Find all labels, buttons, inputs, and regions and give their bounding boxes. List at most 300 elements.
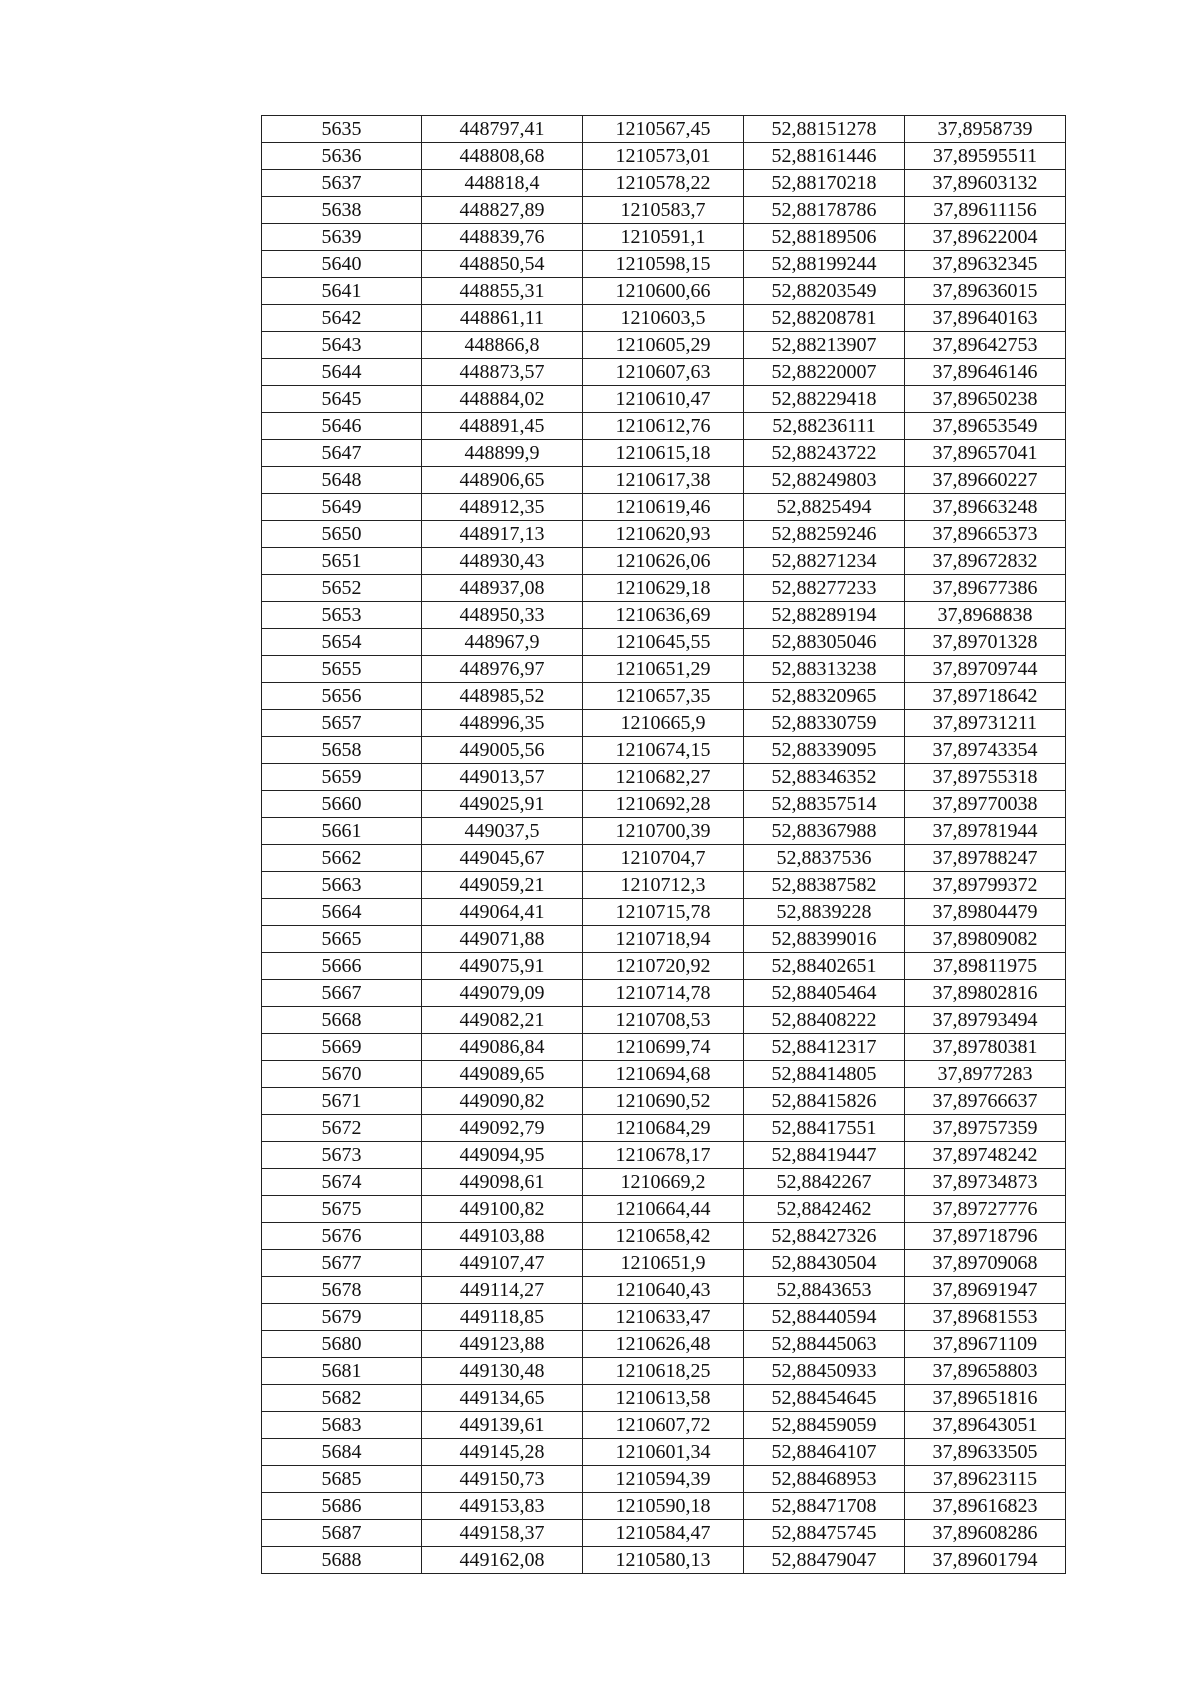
table-row — [262, 1142, 1066, 1169]
latitude-cell: 52,88468953 — [744, 1466, 905, 1493]
point-number-cell: 5686 — [262, 1493, 422, 1520]
longitude-cell: 37,89622004 — [905, 224, 1066, 251]
y-coordinate-cell: 1210618,25 — [583, 1358, 744, 1385]
table-row — [262, 575, 1066, 602]
y-coordinate-cell: 1210715,78 — [583, 899, 744, 926]
y-coordinate-cell: 1210600,66 — [583, 278, 744, 305]
latitude-cell: 52,88445063 — [744, 1331, 905, 1358]
longitude-cell: 37,89660227 — [905, 467, 1066, 494]
longitude-cell: 37,8958739 — [905, 116, 1066, 143]
table-row — [262, 818, 1066, 845]
point-number-cell: 5664 — [262, 899, 422, 926]
longitude-cell: 37,89603132 — [905, 170, 1066, 197]
table-row — [262, 413, 1066, 440]
longitude-cell: 37,89788247 — [905, 845, 1066, 872]
point-number-cell: 5659 — [262, 764, 422, 791]
table-row — [262, 332, 1066, 359]
x-coordinate-cell: 449071,88 — [422, 926, 583, 953]
x-coordinate-cell: 448906,65 — [422, 467, 583, 494]
latitude-cell: 52,88440594 — [744, 1304, 905, 1331]
latitude-cell: 52,88459059 — [744, 1412, 905, 1439]
longitude-cell: 37,8977283 — [905, 1061, 1066, 1088]
y-coordinate-cell: 1210682,27 — [583, 764, 744, 791]
y-coordinate-cell: 1210619,46 — [583, 494, 744, 521]
point-number-cell: 5658 — [262, 737, 422, 764]
latitude-cell: 52,88479047 — [744, 1547, 905, 1574]
table-row — [262, 1493, 1066, 1520]
point-number-cell: 5682 — [262, 1385, 422, 1412]
x-coordinate-cell: 449005,56 — [422, 737, 583, 764]
table-row — [262, 1358, 1066, 1385]
y-coordinate-cell: 1210636,69 — [583, 602, 744, 629]
x-coordinate-cell: 449153,83 — [422, 1493, 583, 1520]
latitude-cell: 52,88408222 — [744, 1007, 905, 1034]
x-coordinate-cell: 449158,37 — [422, 1520, 583, 1547]
longitude-cell: 37,89616823 — [905, 1493, 1066, 1520]
longitude-cell: 37,89681553 — [905, 1304, 1066, 1331]
x-coordinate-cell: 448899,9 — [422, 440, 583, 467]
longitude-cell: 37,89643051 — [905, 1412, 1066, 1439]
y-coordinate-cell: 1210607,63 — [583, 359, 744, 386]
y-coordinate-cell: 1210594,39 — [583, 1466, 744, 1493]
x-coordinate-cell: 448996,35 — [422, 710, 583, 737]
latitude-cell: 52,88213907 — [744, 332, 905, 359]
y-coordinate-cell: 1210708,53 — [583, 1007, 744, 1034]
point-number-cell: 5677 — [262, 1250, 422, 1277]
latitude-cell: 52,8837536 — [744, 845, 905, 872]
latitude-cell: 52,88387582 — [744, 872, 905, 899]
longitude-cell: 37,89811975 — [905, 953, 1066, 980]
point-number-cell: 5676 — [262, 1223, 422, 1250]
x-coordinate-cell: 449089,65 — [422, 1061, 583, 1088]
y-coordinate-cell: 1210607,72 — [583, 1412, 744, 1439]
x-coordinate-cell: 448873,57 — [422, 359, 583, 386]
point-number-cell: 5662 — [262, 845, 422, 872]
x-coordinate-cell: 448850,54 — [422, 251, 583, 278]
longitude-cell: 37,89766637 — [905, 1088, 1066, 1115]
longitude-cell: 37,89757359 — [905, 1115, 1066, 1142]
x-coordinate-cell: 448985,52 — [422, 683, 583, 710]
longitude-cell: 37,89748242 — [905, 1142, 1066, 1169]
latitude-cell: 52,8842267 — [744, 1169, 905, 1196]
x-coordinate-cell: 448797,41 — [422, 116, 583, 143]
point-number-cell: 5675 — [262, 1196, 422, 1223]
table-row — [262, 980, 1066, 1007]
latitude-cell: 52,88357514 — [744, 791, 905, 818]
latitude-cell: 52,88199244 — [744, 251, 905, 278]
longitude-cell: 37,8968838 — [905, 602, 1066, 629]
latitude-cell: 52,88289194 — [744, 602, 905, 629]
table-row — [262, 953, 1066, 980]
latitude-cell: 52,88208781 — [744, 305, 905, 332]
y-coordinate-cell: 1210694,68 — [583, 1061, 744, 1088]
table-row — [262, 1115, 1066, 1142]
longitude-cell: 37,89727776 — [905, 1196, 1066, 1223]
latitude-cell: 52,88243722 — [744, 440, 905, 467]
latitude-cell: 52,88419447 — [744, 1142, 905, 1169]
y-coordinate-cell: 1210612,76 — [583, 413, 744, 440]
longitude-cell: 37,89770038 — [905, 791, 1066, 818]
table-row — [262, 278, 1066, 305]
longitude-cell: 37,89743354 — [905, 737, 1066, 764]
longitude-cell: 37,89640163 — [905, 305, 1066, 332]
table-row — [262, 629, 1066, 656]
latitude-cell: 52,88305046 — [744, 629, 905, 656]
x-coordinate-cell: 449107,47 — [422, 1250, 583, 1277]
point-number-cell: 5665 — [262, 926, 422, 953]
table-row — [262, 1304, 1066, 1331]
latitude-cell: 52,88430504 — [744, 1250, 905, 1277]
y-coordinate-cell: 1210626,48 — [583, 1331, 744, 1358]
latitude-cell: 52,8842462 — [744, 1196, 905, 1223]
point-number-cell: 5636 — [262, 143, 422, 170]
longitude-cell: 37,89802816 — [905, 980, 1066, 1007]
y-coordinate-cell: 1210584,47 — [583, 1520, 744, 1547]
point-number-cell: 5663 — [262, 872, 422, 899]
point-number-cell: 5673 — [262, 1142, 422, 1169]
longitude-cell: 37,89781944 — [905, 818, 1066, 845]
longitude-cell: 37,89633505 — [905, 1439, 1066, 1466]
longitude-cell: 37,89665373 — [905, 521, 1066, 548]
latitude-cell: 52,88427326 — [744, 1223, 905, 1250]
y-coordinate-cell: 1210578,22 — [583, 170, 744, 197]
y-coordinate-cell: 1210591,1 — [583, 224, 744, 251]
x-coordinate-cell: 449130,48 — [422, 1358, 583, 1385]
x-coordinate-cell: 449100,82 — [422, 1196, 583, 1223]
x-coordinate-cell: 448976,97 — [422, 656, 583, 683]
longitude-cell: 37,89671109 — [905, 1331, 1066, 1358]
point-number-cell: 5650 — [262, 521, 422, 548]
longitude-cell: 37,89608286 — [905, 1520, 1066, 1547]
table-row — [262, 305, 1066, 332]
latitude-cell: 52,8843653 — [744, 1277, 905, 1304]
table-row — [262, 1385, 1066, 1412]
latitude-cell: 52,88259246 — [744, 521, 905, 548]
table-row — [262, 224, 1066, 251]
latitude-cell: 52,88454645 — [744, 1385, 905, 1412]
y-coordinate-cell: 1210718,94 — [583, 926, 744, 953]
table-row — [262, 791, 1066, 818]
y-coordinate-cell: 1210651,9 — [583, 1250, 744, 1277]
latitude-cell: 52,88249803 — [744, 467, 905, 494]
table-row — [262, 602, 1066, 629]
latitude-cell: 52,88399016 — [744, 926, 905, 953]
latitude-cell: 52,88236111 — [744, 413, 905, 440]
y-coordinate-cell: 1210598,15 — [583, 251, 744, 278]
table-row — [262, 1007, 1066, 1034]
point-number-cell: 5670 — [262, 1061, 422, 1088]
table-row — [262, 683, 1066, 710]
y-coordinate-cell: 1210678,17 — [583, 1142, 744, 1169]
latitude-cell: 52,88402651 — [744, 953, 905, 980]
x-coordinate-cell: 449037,5 — [422, 818, 583, 845]
table-row — [262, 656, 1066, 683]
table-row — [262, 1277, 1066, 1304]
x-coordinate-cell: 448891,45 — [422, 413, 583, 440]
point-number-cell: 5680 — [262, 1331, 422, 1358]
y-coordinate-cell: 1210645,55 — [583, 629, 744, 656]
y-coordinate-cell: 1210590,18 — [583, 1493, 744, 1520]
y-coordinate-cell: 1210692,28 — [583, 791, 744, 818]
point-number-cell: 5645 — [262, 386, 422, 413]
x-coordinate-cell: 449013,57 — [422, 764, 583, 791]
table-row — [262, 1196, 1066, 1223]
x-coordinate-cell: 449064,41 — [422, 899, 583, 926]
longitude-cell: 37,89653549 — [905, 413, 1066, 440]
longitude-cell: 37,89672832 — [905, 548, 1066, 575]
y-coordinate-cell: 1210714,78 — [583, 980, 744, 1007]
point-number-cell: 5684 — [262, 1439, 422, 1466]
x-coordinate-cell: 449025,91 — [422, 791, 583, 818]
longitude-cell: 37,89709744 — [905, 656, 1066, 683]
longitude-cell: 37,89650238 — [905, 386, 1066, 413]
table-row — [262, 1547, 1066, 1574]
y-coordinate-cell: 1210704,7 — [583, 845, 744, 872]
latitude-cell: 52,88339095 — [744, 737, 905, 764]
x-coordinate-cell: 449150,73 — [422, 1466, 583, 1493]
longitude-cell: 37,89642753 — [905, 332, 1066, 359]
point-number-cell: 5654 — [262, 629, 422, 656]
latitude-cell: 52,88414805 — [744, 1061, 905, 1088]
longitude-cell: 37,89636015 — [905, 278, 1066, 305]
table-row — [262, 710, 1066, 737]
table-row — [262, 1088, 1066, 1115]
point-number-cell: 5635 — [262, 116, 422, 143]
x-coordinate-cell: 449086,84 — [422, 1034, 583, 1061]
latitude-cell: 52,88346352 — [744, 764, 905, 791]
longitude-cell: 37,89804479 — [905, 899, 1066, 926]
point-number-cell: 5681 — [262, 1358, 422, 1385]
y-coordinate-cell: 1210610,47 — [583, 386, 744, 413]
table-row — [262, 197, 1066, 224]
y-coordinate-cell: 1210615,18 — [583, 440, 744, 467]
y-coordinate-cell: 1210690,52 — [583, 1088, 744, 1115]
y-coordinate-cell: 1210613,58 — [583, 1385, 744, 1412]
y-coordinate-cell: 1210580,13 — [583, 1547, 744, 1574]
longitude-cell: 37,89734873 — [905, 1169, 1066, 1196]
x-coordinate-cell: 449092,79 — [422, 1115, 583, 1142]
x-coordinate-cell: 449145,28 — [422, 1439, 583, 1466]
point-number-cell: 5647 — [262, 440, 422, 467]
table-row — [262, 359, 1066, 386]
table-row — [262, 926, 1066, 953]
table-row — [262, 1466, 1066, 1493]
table-row — [262, 494, 1066, 521]
y-coordinate-cell: 1210684,29 — [583, 1115, 744, 1142]
point-number-cell: 5667 — [262, 980, 422, 1007]
latitude-cell: 52,88220007 — [744, 359, 905, 386]
table-row — [262, 872, 1066, 899]
point-number-cell: 5656 — [262, 683, 422, 710]
point-number-cell: 5661 — [262, 818, 422, 845]
point-number-cell: 5648 — [262, 467, 422, 494]
point-number-cell: 5652 — [262, 575, 422, 602]
longitude-cell: 37,89799372 — [905, 872, 1066, 899]
latitude-cell: 52,88330759 — [744, 710, 905, 737]
y-coordinate-cell: 1210620,93 — [583, 521, 744, 548]
y-coordinate-cell: 1210699,74 — [583, 1034, 744, 1061]
longitude-cell: 37,89731211 — [905, 710, 1066, 737]
longitude-cell: 37,89646146 — [905, 359, 1066, 386]
x-coordinate-cell: 449079,09 — [422, 980, 583, 1007]
point-number-cell: 5651 — [262, 548, 422, 575]
longitude-cell: 37,89793494 — [905, 1007, 1066, 1034]
x-coordinate-cell: 449059,21 — [422, 872, 583, 899]
latitude-cell: 52,88277233 — [744, 575, 905, 602]
longitude-cell: 37,89611156 — [905, 197, 1066, 224]
table-row — [262, 170, 1066, 197]
longitude-cell: 37,89718796 — [905, 1223, 1066, 1250]
table-row — [262, 1412, 1066, 1439]
table-row — [262, 467, 1066, 494]
point-number-cell: 5653 — [262, 602, 422, 629]
longitude-cell: 37,89701328 — [905, 629, 1066, 656]
longitude-cell: 37,89755318 — [905, 764, 1066, 791]
point-number-cell: 5638 — [262, 197, 422, 224]
table-row — [262, 440, 1066, 467]
x-coordinate-cell: 448839,76 — [422, 224, 583, 251]
x-coordinate-cell: 448917,13 — [422, 521, 583, 548]
latitude-cell: 52,88464107 — [744, 1439, 905, 1466]
y-coordinate-cell: 1210603,5 — [583, 305, 744, 332]
longitude-cell: 37,89809082 — [905, 926, 1066, 953]
longitude-cell: 37,89632345 — [905, 251, 1066, 278]
latitude-cell: 52,88178786 — [744, 197, 905, 224]
table-row — [262, 1331, 1066, 1358]
x-coordinate-cell: 448855,31 — [422, 278, 583, 305]
point-number-cell: 5640 — [262, 251, 422, 278]
latitude-cell: 52,88313238 — [744, 656, 905, 683]
point-number-cell: 5668 — [262, 1007, 422, 1034]
x-coordinate-cell: 448808,68 — [422, 143, 583, 170]
table-row — [262, 143, 1066, 170]
longitude-cell: 37,89601794 — [905, 1547, 1066, 1574]
y-coordinate-cell: 1210640,43 — [583, 1277, 744, 1304]
latitude-cell: 52,8839228 — [744, 899, 905, 926]
x-coordinate-cell: 448827,89 — [422, 197, 583, 224]
point-number-cell: 5683 — [262, 1412, 422, 1439]
longitude-cell: 37,89677386 — [905, 575, 1066, 602]
coordinates-table — [261, 115, 1066, 1574]
point-number-cell: 5641 — [262, 278, 422, 305]
x-coordinate-cell: 449103,88 — [422, 1223, 583, 1250]
y-coordinate-cell: 1210651,29 — [583, 656, 744, 683]
y-coordinate-cell: 1210700,39 — [583, 818, 744, 845]
x-coordinate-cell: 449123,88 — [422, 1331, 583, 1358]
point-number-cell: 5655 — [262, 656, 422, 683]
y-coordinate-cell: 1210665,9 — [583, 710, 744, 737]
x-coordinate-cell: 448930,43 — [422, 548, 583, 575]
y-coordinate-cell: 1210669,2 — [583, 1169, 744, 1196]
x-coordinate-cell: 449139,61 — [422, 1412, 583, 1439]
point-number-cell: 5657 — [262, 710, 422, 737]
x-coordinate-cell: 449098,61 — [422, 1169, 583, 1196]
coordinates-table-body — [262, 116, 1066, 1574]
x-coordinate-cell: 448818,4 — [422, 170, 583, 197]
point-number-cell: 5646 — [262, 413, 422, 440]
point-number-cell: 5643 — [262, 332, 422, 359]
latitude-cell: 52,88367988 — [744, 818, 905, 845]
y-coordinate-cell: 1210605,29 — [583, 332, 744, 359]
x-coordinate-cell: 448861,11 — [422, 305, 583, 332]
latitude-cell: 52,88415826 — [744, 1088, 905, 1115]
latitude-cell: 52,88412317 — [744, 1034, 905, 1061]
longitude-cell: 37,89663248 — [905, 494, 1066, 521]
point-number-cell: 5685 — [262, 1466, 422, 1493]
x-coordinate-cell: 449094,95 — [422, 1142, 583, 1169]
y-coordinate-cell: 1210573,01 — [583, 143, 744, 170]
point-number-cell: 5666 — [262, 953, 422, 980]
point-number-cell: 5678 — [262, 1277, 422, 1304]
table-row — [262, 1250, 1066, 1277]
point-number-cell: 5639 — [262, 224, 422, 251]
y-coordinate-cell: 1210657,35 — [583, 683, 744, 710]
y-coordinate-cell: 1210658,42 — [583, 1223, 744, 1250]
longitude-cell: 37,89657041 — [905, 440, 1066, 467]
longitude-cell: 37,89623115 — [905, 1466, 1066, 1493]
y-coordinate-cell: 1210674,15 — [583, 737, 744, 764]
longitude-cell: 37,89718642 — [905, 683, 1066, 710]
y-coordinate-cell: 1210664,44 — [583, 1196, 744, 1223]
table-row — [262, 764, 1066, 791]
latitude-cell: 52,88203549 — [744, 278, 905, 305]
table-row — [262, 1223, 1066, 1250]
longitude-cell: 37,89709068 — [905, 1250, 1066, 1277]
y-coordinate-cell: 1210626,06 — [583, 548, 744, 575]
table-row — [262, 521, 1066, 548]
latitude-cell: 52,88170218 — [744, 170, 905, 197]
longitude-cell: 37,89595511 — [905, 143, 1066, 170]
point-number-cell: 5688 — [262, 1547, 422, 1574]
latitude-cell: 52,88450933 — [744, 1358, 905, 1385]
x-coordinate-cell: 448967,9 — [422, 629, 583, 656]
point-number-cell: 5669 — [262, 1034, 422, 1061]
x-coordinate-cell: 449162,08 — [422, 1547, 583, 1574]
table-row — [262, 548, 1066, 575]
y-coordinate-cell: 1210720,92 — [583, 953, 744, 980]
x-coordinate-cell: 449045,67 — [422, 845, 583, 872]
point-number-cell: 5679 — [262, 1304, 422, 1331]
x-coordinate-cell: 449134,65 — [422, 1385, 583, 1412]
table-row — [262, 1439, 1066, 1466]
y-coordinate-cell: 1210712,3 — [583, 872, 744, 899]
table-row — [262, 1034, 1066, 1061]
point-number-cell: 5672 — [262, 1115, 422, 1142]
table-row — [262, 1520, 1066, 1547]
point-number-cell: 5674 — [262, 1169, 422, 1196]
point-number-cell: 5644 — [262, 359, 422, 386]
latitude-cell: 52,8825494 — [744, 494, 905, 521]
point-number-cell: 5671 — [262, 1088, 422, 1115]
table-row — [262, 899, 1066, 926]
longitude-cell: 37,89691947 — [905, 1277, 1066, 1304]
y-coordinate-cell: 1210583,7 — [583, 197, 744, 224]
latitude-cell: 52,88320965 — [744, 683, 905, 710]
point-number-cell: 5637 — [262, 170, 422, 197]
latitude-cell: 52,88271234 — [744, 548, 905, 575]
table-row — [262, 737, 1066, 764]
y-coordinate-cell: 1210617,38 — [583, 467, 744, 494]
latitude-cell: 52,88471708 — [744, 1493, 905, 1520]
x-coordinate-cell: 449118,85 — [422, 1304, 583, 1331]
longitude-cell: 37,89658803 — [905, 1358, 1066, 1385]
table-row — [262, 116, 1066, 143]
latitude-cell: 52,88229418 — [744, 386, 905, 413]
x-coordinate-cell: 449114,27 — [422, 1277, 583, 1304]
latitude-cell: 52,88475745 — [744, 1520, 905, 1547]
x-coordinate-cell: 448937,08 — [422, 575, 583, 602]
x-coordinate-cell: 448912,35 — [422, 494, 583, 521]
